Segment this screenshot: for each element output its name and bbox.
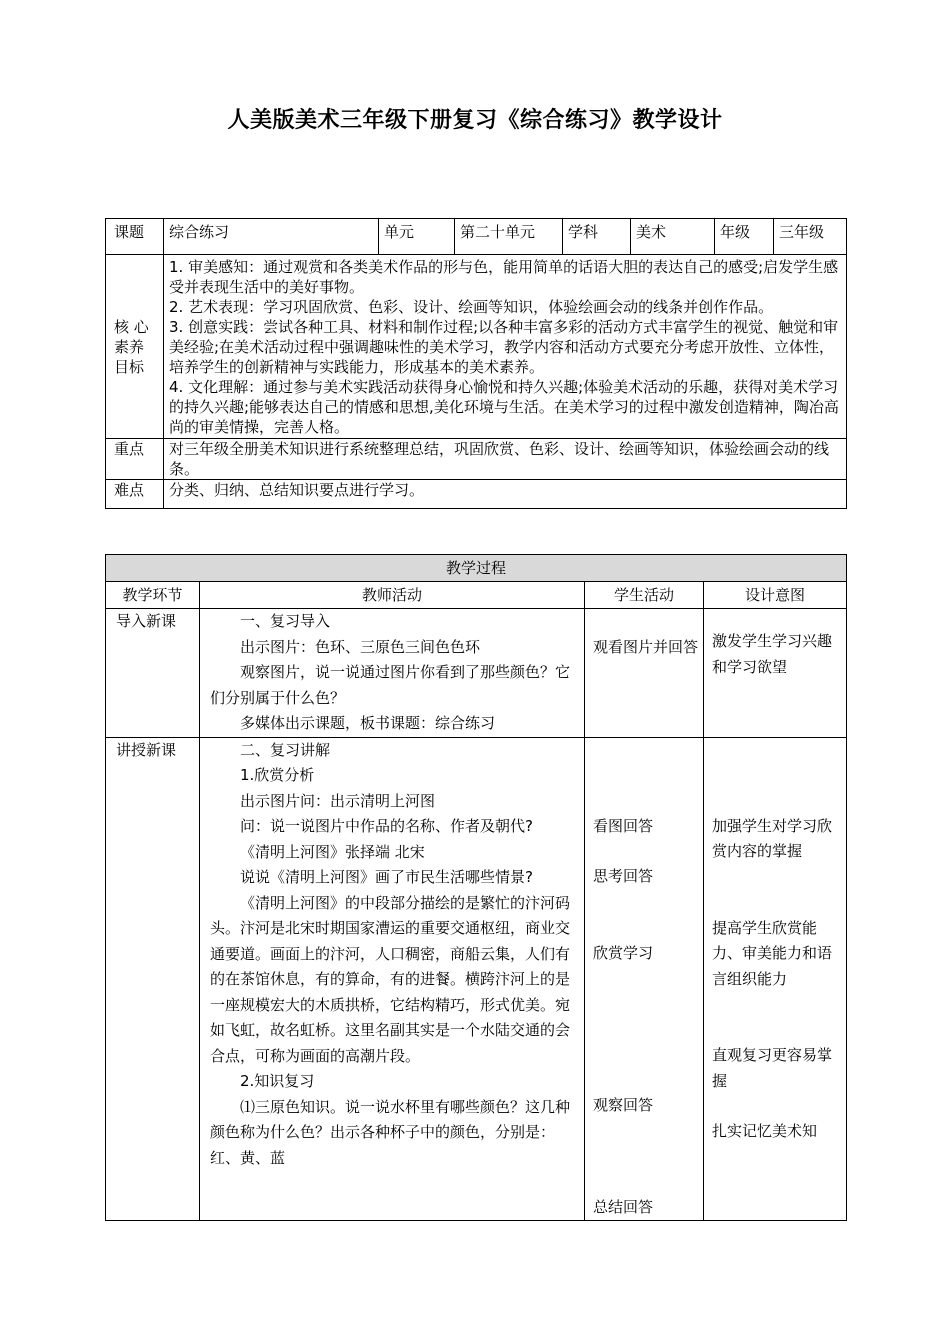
goal-item: 1. 审美感知：通过观赏和各类美术作品的形与色，能用简单的话语大胆的表达自己的感受;启发学生感受并表现生活中的美好事物。	[169, 258, 839, 296]
header-student: 学生活动	[585, 582, 704, 609]
teacher-line: ⑴三原色知识。说一说水杯里有哪些颜色？这几种颜色称为什么色？出示各种杯子中的颜色，分别是：红、黄、蓝	[210, 1097, 571, 1167]
teaching-process-table	[105, 554, 847, 1221]
difficulty-row	[106, 480, 847, 509]
design-intent: 扎实记忆美术知	[712, 1122, 818, 1140]
intro-stage: 导入新课	[106, 609, 200, 738]
lecture-row	[106, 737, 847, 1221]
lecture-intent	[704, 737, 847, 1221]
goals-row	[106, 255, 847, 439]
goal-item: 2. 艺术表现：学习巩固欣赏、色彩、设计、绘画等知识，体验绘画会动的线条并创作作品。	[169, 298, 774, 316]
grade-value: 三年级	[774, 219, 847, 255]
header-stage: 教学环节	[106, 582, 200, 609]
process-header-row	[106, 582, 847, 609]
teacher-line: 出示图片：色环、三原色三间色色环	[240, 637, 481, 656]
teacher-line: 《清明上河图》的中段部分描绘的是繁忙的汴河码头。汴河是北宋时期国家漕运的重要交通枢纽，商业交通要道。画面上的汴河，人口稠密，商船云集，人们有的在茶馆休息，有的算命，有的进餐。横跨汴河上的是一座规模宏大的木质拱桥，它结构精巧，形式优美。宛如飞虹，故名虹桥。这里名副其实是一个水陆交通的会合点，可称为画面的高潮片段。	[210, 893, 571, 1065]
info-row	[106, 219, 847, 255]
topic-label: 课题	[106, 219, 164, 255]
lecture-stage: 讲授新课	[106, 737, 200, 1221]
design-intent: 提高学生欣赏能力、审美能力和语言组织能力	[712, 918, 833, 988]
teacher-line: 多媒体出示课题，板书课题：综合练习	[240, 714, 496, 732]
key-point-row	[106, 439, 847, 480]
teacher-line: 观察图片，说一说通过图片你看到了那些颜色？它们分别属于什么色？	[210, 663, 571, 707]
unit-value: 第二十单元	[455, 219, 563, 255]
design-intent: 直观复习更容易掌握	[712, 1046, 833, 1090]
process-title-row	[106, 555, 847, 582]
difficulty-label: 难点	[106, 480, 164, 509]
lecture-student	[585, 737, 704, 1221]
header-intent: 设计意图	[704, 582, 847, 609]
goals-label: 核 心 素养 目标	[106, 255, 164, 439]
student-activity: 观察回答	[593, 1096, 654, 1114]
student-activity: 看图回答	[593, 816, 654, 835]
subject-value: 美术	[631, 219, 715, 255]
teacher-line: 1.欣赏分析	[240, 766, 315, 784]
topic-value: 综合练习	[164, 219, 379, 255]
key-point-label: 重点	[106, 439, 164, 480]
lesson-info-table	[105, 218, 847, 509]
process-title: 教学过程	[106, 555, 847, 582]
teacher-line: 二、复习讲解	[240, 740, 331, 759]
student-activity: 欣赏学习	[593, 943, 654, 962]
goal-item: 4. 文化理解：通过参与美术实践活动获得身心愉悦和持久兴趣;体验美术活动的乐趣，获得对美术学习的持久兴趣;能够表达自己的情感和思想,美化环境与生活。在美术学习的过程中激发创造精神，陶冶高尚的审美情操，完善人格。	[169, 378, 839, 436]
student-activity: 思考回答	[593, 867, 654, 885]
unit-label: 单元	[379, 219, 455, 255]
teacher-line: 出示图片问：出示清明上河图	[240, 791, 436, 810]
goal-item: 3. 创意实践：尝试各种工具、材料和制作过程;以各种丰富多彩的活动方式丰富学生的视觉、触觉和审美经验;在美术活动过程中强调趣味性的美术学习，教学内容和活动方式要充分考虑开放性、立体性，培养学生的创新精神与实践能力，形成基本的美术素养。	[169, 318, 839, 376]
student-activity: 观看图片并回答	[593, 638, 699, 656]
intro-teacher	[200, 609, 585, 738]
intro-student	[585, 609, 704, 738]
goals-content	[164, 255, 847, 439]
design-intent: 激发学生学习兴趣和学习欲望	[712, 632, 833, 676]
grade-label: 年级	[715, 219, 774, 255]
page-title: 人美版美术三年级下册复习《综合练习》教学设计	[227, 108, 723, 133]
student-activity: 总结回答	[593, 1197, 654, 1216]
header-teacher: 教师活动	[200, 582, 585, 609]
lecture-teacher	[200, 737, 585, 1221]
design-intent: 加强学生对学习欣赏内容的掌握	[712, 816, 833, 860]
difficulty-text: 分类、归纳、总结知识要点进行学习。	[164, 480, 847, 509]
teacher-line: 《清明上河图》张择端 北宋	[240, 842, 425, 861]
teacher-line: 一、复习导入	[240, 612, 331, 630]
key-point-text: 对三年级全册美术知识进行系统整理总结，巩固欣赏、色彩、设计、绘画等知识，体验绘画会动的线条。	[164, 439, 847, 480]
intro-intent	[704, 609, 847, 738]
intro-row	[106, 609, 847, 738]
teacher-line: 问：说一说图片中作品的名称、作者及朝代?	[240, 817, 533, 835]
teacher-line: 说说《清明上河图》画了市民生活哪些情景?	[240, 868, 533, 886]
subject-label: 学科	[563, 219, 631, 255]
teacher-line: 2.知识复习	[240, 1072, 315, 1090]
